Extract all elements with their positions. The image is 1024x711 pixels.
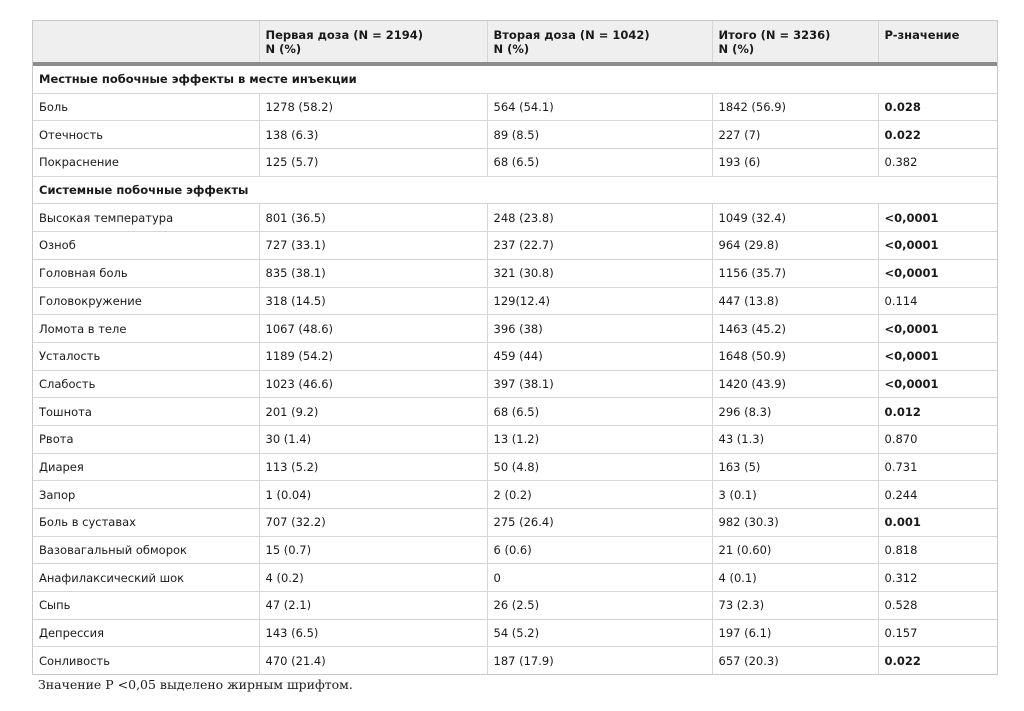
table-header [33,21,997,64]
second-dose-cell: 397 (38.1) [487,370,712,398]
header-sublabel: N (%) [265,42,302,56]
effect-name-cell: Головокружение [33,287,259,315]
first-dose-cell: 1189 (54.2) [259,342,487,370]
p-value-cell: 0.731 [878,453,997,481]
section-header-row [33,176,997,204]
effect-name-cell: Вазовагальный обморок [33,536,259,564]
effect-name-cell: Ломота в теле [33,315,259,343]
total-cell: 1463 (45.2) [712,315,878,343]
first-dose-cell: 15 (0.7) [259,536,487,564]
total-cell: 4 (0.1) [712,564,878,592]
first-dose-cell: 201 (9.2) [259,398,487,426]
effect-name-cell: Озноб [33,232,259,260]
effect-name-cell: Боль в суставах [33,509,259,537]
p-value-cell: 0.528 [878,592,997,620]
first-dose-cell: 1067 (48.6) [259,315,487,343]
first-dose-cell: 1 (0.04) [259,481,487,509]
table-row [33,259,997,287]
effect-name-cell: Отечность [33,121,259,149]
first-dose-cell: 707 (32.2) [259,509,487,537]
header-label: P-значение [884,28,960,42]
effect-name-cell: Слабость [33,370,259,398]
second-dose-cell: 459 (44) [487,342,712,370]
total-cell: 43 (1.3) [712,425,878,453]
p-value-cell: 0.312 [878,564,997,592]
table-row [33,536,997,564]
total-cell: 1156 (35.7) [712,259,878,287]
second-dose-cell: 187 (17.9) [487,647,712,674]
second-dose-cell: 564 (54.1) [487,93,712,121]
p-value-cell: 0.114 [878,287,997,315]
total-cell: 197 (6.1) [712,619,878,647]
second-dose-cell: 13 (1.2) [487,425,712,453]
p-value-cell: 0.012 [878,398,997,426]
total-cell: 163 (5) [712,453,878,481]
header-sublabel: N (%) [718,42,755,56]
effect-name-cell: Высокая температура [33,204,259,232]
first-dose-cell: 47 (2.1) [259,592,487,620]
p-value-cell: <0,0001 [878,370,997,398]
p-value-cell: 0.001 [878,509,997,537]
second-dose-cell: 68 (6.5) [487,149,712,177]
table-row [33,398,997,426]
header-p-value [878,21,997,64]
total-cell: 296 (8.3) [712,398,878,426]
total-cell: 193 (6) [712,149,878,177]
table-row [33,592,997,620]
footnote: Значение P <0,05 выделено жирным шрифтом. [38,677,353,692]
adverse-effects-table [33,21,997,674]
total-cell: 227 (7) [712,121,878,149]
header-label: Итого (N = 3236) [718,28,831,42]
first-dose-cell: 1023 (46.6) [259,370,487,398]
first-dose-cell: 138 (6.3) [259,121,487,149]
second-dose-cell: 275 (26.4) [487,509,712,537]
table-row [33,509,997,537]
table-row [33,121,997,149]
effect-name-cell: Диарея [33,453,259,481]
table-row [33,149,997,177]
second-dose-cell: 248 (23.8) [487,204,712,232]
table-row [33,370,997,398]
first-dose-cell: 470 (21.4) [259,647,487,674]
first-dose-cell: 1278 (58.2) [259,93,487,121]
first-dose-cell: 4 (0.2) [259,564,487,592]
first-dose-cell: 30 (1.4) [259,425,487,453]
effect-name-cell: Головная боль [33,259,259,287]
effect-name-cell: Боль [33,93,259,121]
first-dose-cell: 835 (38.1) [259,259,487,287]
header-total [712,21,878,64]
adverse-effects-table-wrapper [32,20,998,675]
effect-name-cell: Анафилаксический шок [33,564,259,592]
first-dose-cell: 727 (33.1) [259,232,487,260]
p-value-cell: <0,0001 [878,259,997,287]
table-row [33,481,997,509]
p-value-cell: <0,0001 [878,315,997,343]
second-dose-cell: 129(12.4) [487,287,712,315]
first-dose-cell: 801 (36.5) [259,204,487,232]
header-second-dose [487,21,712,64]
table-row [33,619,997,647]
effect-name-cell: Депрессия [33,619,259,647]
first-dose-cell: 318 (14.5) [259,287,487,315]
table-row [33,425,997,453]
table-row [33,93,997,121]
table-row [33,342,997,370]
effect-name-cell: Покраснение [33,149,259,177]
effect-name-cell: Сыпь [33,592,259,620]
total-cell: 73 (2.3) [712,592,878,620]
second-dose-cell: 68 (6.5) [487,398,712,426]
effect-name-cell: Сонливость [33,647,259,674]
p-value-cell: 0.022 [878,121,997,149]
p-value-cell: <0,0001 [878,342,997,370]
effect-name-cell: Усталость [33,342,259,370]
total-cell: 1648 (50.9) [712,342,878,370]
p-value-cell: 0.022 [884,653,921,668]
header-first-dose [259,21,487,64]
p-value-cell: 0.870 [878,425,997,453]
second-dose-cell: 321 (30.8) [487,259,712,287]
p-value-cell: 0.818 [878,536,997,564]
total-cell: 982 (30.3) [712,509,878,537]
total-cell: 964 (29.8) [712,232,878,260]
total-cell: 3 (0.1) [712,481,878,509]
header-row [33,21,997,64]
first-dose-cell: 143 (6.5) [259,619,487,647]
second-dose-cell: 26 (2.5) [487,592,712,620]
section-header-row [33,64,997,93]
header-sublabel: N (%) [493,42,530,56]
total-cell: 1049 (32.4) [712,204,878,232]
header-label: Первая доза (N = 2194) [265,28,424,42]
first-dose-cell: 125 (5.7) [259,149,487,177]
second-dose-cell: 54 (5.2) [487,619,712,647]
total-cell: 657 (20.3) [712,647,878,674]
table-row [33,204,997,232]
table-row [33,287,997,315]
header-label: Вторая доза (N = 1042) [493,28,650,42]
second-dose-cell: 89 (8.5) [487,121,712,149]
table-body [33,64,997,674]
table-row [33,232,997,260]
total-cell: 21 (0.60) [712,536,878,564]
second-dose-cell: 2 (0.2) [487,481,712,509]
effect-name-cell: Запор [33,481,259,509]
p-value-cell: <0,0001 [878,204,997,232]
p-value-cell: 0.028 [878,93,997,121]
table-row [33,315,997,343]
p-value-cell: 0.244 [878,481,997,509]
second-dose-cell: 0 [487,564,712,592]
effect-name-cell: Тошнота [33,398,259,426]
second-dose-cell: 396 (38) [487,315,712,343]
header-effect [33,21,259,64]
second-dose-cell: 6 (0.6) [487,536,712,564]
table-row [33,564,997,592]
effect-name-cell: Рвота [33,425,259,453]
table-row [33,453,997,481]
section-title: Системные побочные эффекты [33,176,997,204]
table-row [33,647,997,674]
second-dose-cell: 237 (22.7) [487,232,712,260]
first-dose-cell: 113 (5.2) [259,453,487,481]
p-value-cell: 0.157 [878,619,997,647]
second-dose-cell: 50 (4.8) [487,453,712,481]
section-title: Местные побочные эффекты в месте инъекции [33,64,997,93]
total-cell: 1420 (43.9) [712,370,878,398]
p-value-cell: <0,0001 [878,232,997,260]
total-cell: 1842 (56.9) [712,93,878,121]
total-cell: 447 (13.8) [712,287,878,315]
p-value-cell: 0.382 [878,149,997,177]
